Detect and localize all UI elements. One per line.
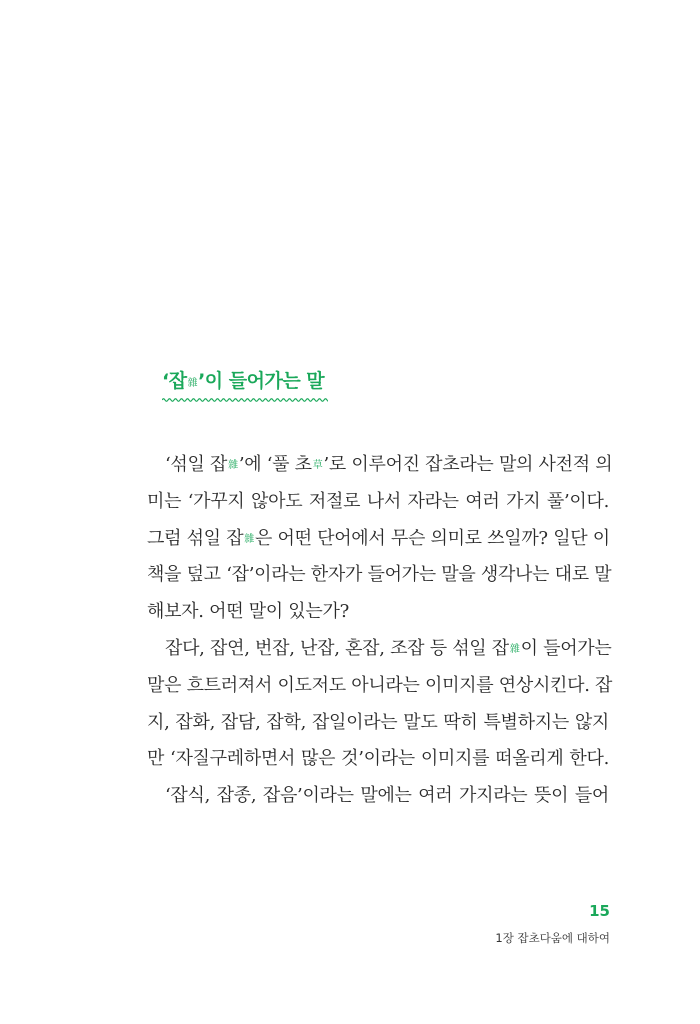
text-line: 그럼 섞일 잡雜은 어떤 단어에서 무슨 의미로 쓰일까? 일단 이 <box>147 527 610 549</box>
page-number: 15 <box>589 902 610 920</box>
hanja-annotation: 草 <box>312 460 323 471</box>
running-footer-chapter: 1장 잡초다움에 대하여 <box>495 931 610 945</box>
section-title: ‘잡雜’이 들어가는 말 <box>162 370 325 392</box>
hanja-annotation: 雜 <box>228 460 238 471</box>
text-line: 미는 ‘가꾸지 않아도 저절로 나서 자라는 여러 가지 풀’이다. <box>147 490 609 512</box>
text-line: ‘섞일 잡雜’에 ‘풀 초草’로 이루어진 잡초라는 말의 사전적 의 <box>165 454 613 475</box>
hanja-annotation: 雜 <box>509 643 520 655</box>
hanja-annotation: 雜 <box>244 533 254 545</box>
wavy-underline <box>162 397 328 403</box>
text-line: 만 ‘자질구레하면서 많은 것’이라는 이미지를 떠올리게 한다. <box>147 748 609 770</box>
hanja-annotation: 雜 <box>187 378 198 389</box>
body-text <box>147 447 613 815</box>
text-line: ‘잡식, 잡종, 잡음’이라는 말에는 여러 가지라는 뜻이 들어 <box>165 785 609 807</box>
section-heading <box>162 366 342 403</box>
text-line: 책을 덮고 ‘잡’이라는 한자가 들어가는 말을 생각나는 대로 말 <box>147 564 612 586</box>
text-line: 해보자. 어떤 말이 있는가? <box>147 601 349 623</box>
text-line: 잡다, 잡연, 번잡, 난잡, 혼잡, 조잡 등 섞일 잡雜이 들어가는 <box>165 637 612 659</box>
text-line: 지, 잡화, 잡담, 잡학, 잡일이라는 말도 딱히 특별하지는 않지 <box>147 711 609 733</box>
text-line: 말은 흐트러져서 이도저도 아니라는 이미지를 연상시킨다. 잡 <box>147 674 613 696</box>
